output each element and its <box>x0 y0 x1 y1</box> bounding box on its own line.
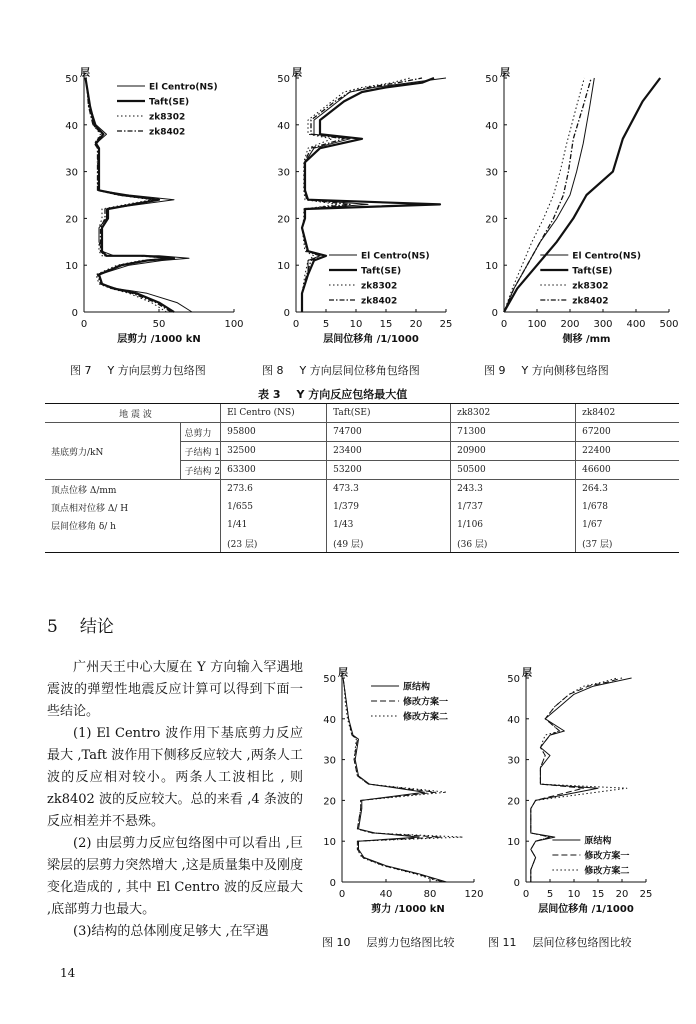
legend-label: 修改方案二 <box>403 712 449 723</box>
x-tick-label: 0 <box>522 889 530 900</box>
page-number: 14 <box>60 966 76 980</box>
section-number: 5 <box>47 617 58 637</box>
y-axis-label: 层 <box>338 668 348 679</box>
figure-9-chart <box>468 64 683 356</box>
table-cell: 50500 <box>451 461 576 480</box>
figure-9-caption <box>484 362 609 378</box>
x-axis-label: 侧移 /mm <box>562 334 611 345</box>
table-cell: 53200 <box>327 461 451 480</box>
y-tick-label: 0 <box>513 878 520 889</box>
table-cell: (49 层) <box>327 534 451 553</box>
x-tick-label: 0 <box>292 319 300 330</box>
table-header-cell: zk8302 <box>451 404 576 423</box>
figure-8-caption <box>262 362 420 378</box>
legend-label: El Centro(NS) <box>572 251 641 262</box>
table-header-cell: zk8402 <box>576 404 679 423</box>
y-axis-label: 层 <box>80 68 90 79</box>
y-tick-label: 0 <box>329 878 336 889</box>
series-line-3 <box>504 78 584 312</box>
series-line-1 <box>504 78 594 312</box>
figure-caption-number: 图 7 <box>70 364 92 377</box>
y-tick-label: 30 <box>507 755 520 767</box>
legend-label: zk8302 <box>149 112 186 123</box>
legend-label: 修改方案二 <box>584 866 630 877</box>
table-cell: 46600 <box>576 461 679 480</box>
y-tick-label: 10 <box>507 837 520 849</box>
figure-7-caption <box>70 362 206 378</box>
y-tick-label: 30 <box>65 167 78 179</box>
x-tick-label: 10 <box>567 889 581 900</box>
table-cell: 74700 <box>327 423 451 442</box>
legend-label: zk8402 <box>149 127 186 138</box>
table-cell: 243.3 <box>451 480 576 499</box>
table-row-label: 顶点相对位移 Δ/ H <box>51 503 129 514</box>
paragraph: (3)结构的总体刚度足够大 ,在罕遇 <box>73 924 269 939</box>
legend-label: El Centro(NS) <box>361 251 430 262</box>
y-tick-label: 40 <box>277 120 290 132</box>
table-cell: 273.6 <box>221 480 327 499</box>
table-header-cell: 地 震 波 <box>45 404 221 423</box>
x-tick-label: 25 <box>639 889 653 900</box>
table-title-text: Y 方向反应包络最大值 <box>296 388 408 401</box>
table-row-label <box>45 534 221 553</box>
x-tick-label: 5 <box>546 889 554 900</box>
x-tick-label: 40 <box>379 889 393 900</box>
paragraph: (1) El Centro 波作用下基底剪力反应最大 ,Taft 波作用下侧移反应较大 ,两条人工波的反应相对较小。两条人工波相比 , 则 zk8402 波的反应较大。总的来看 ,4 条波的反应相差并不悬殊。 <box>47 726 303 829</box>
table-cell: 1/41 <box>221 516 327 534</box>
y-tick-label: 10 <box>277 261 290 273</box>
y-axis-label: 层 <box>292 68 302 79</box>
response-table <box>45 403 679 553</box>
y-tick-label: 40 <box>507 714 520 726</box>
y-tick-label: 50 <box>277 74 290 85</box>
legend-label: El Centro(NS) <box>149 82 218 93</box>
table-cell: 22400 <box>576 442 679 461</box>
series-line-3 <box>302 78 410 312</box>
y-tick-label: 30 <box>277 167 290 179</box>
y-tick-label: 30 <box>485 167 498 179</box>
legend-label: Taft(SE) <box>149 97 190 108</box>
series-line-3 <box>343 678 463 882</box>
table-cell: 32500 <box>221 442 327 461</box>
y-tick-label: 40 <box>65 120 78 132</box>
table-cell: (23 层) <box>221 534 327 553</box>
paragraph: (2) 由层剪力反应包络图中可以看出 ,巨梁层的层剪力突然增大 ,这是质量集中及刚度变化造成的 , 其中 El Centro 波的反应最大 ,底部剪力也最大。 <box>47 836 303 917</box>
x-tick-label: 400 <box>626 319 646 330</box>
y-tick-label: 10 <box>65 261 78 273</box>
y-tick-label: 20 <box>485 214 498 226</box>
figure-7-chart <box>48 64 248 356</box>
y-axis-label: 层 <box>500 68 510 79</box>
x-tick-label: 20 <box>615 889 629 900</box>
y-tick-label: 50 <box>323 674 336 685</box>
table-cell: 71300 <box>451 423 576 442</box>
y-tick-label: 0 <box>491 308 498 319</box>
table-row <box>45 534 679 553</box>
series-line-4 <box>302 78 422 312</box>
x-tick-label: 15 <box>591 889 605 900</box>
legend-label: zk8402 <box>361 296 398 307</box>
figure-caption-number: 图 10 <box>322 936 351 949</box>
table-title-number: 表 3 <box>258 388 281 401</box>
table-cell: 20900 <box>451 442 576 461</box>
figure-caption-number: 图 8 <box>262 364 284 377</box>
table-cell: 1/43 <box>327 516 451 534</box>
table-cell: 473.3 <box>327 480 451 499</box>
y-tick-label: 10 <box>485 261 498 273</box>
table-cell: (36 层) <box>451 534 576 553</box>
y-tick-label: 20 <box>323 796 336 808</box>
table-header-cell: Taft(SE) <box>327 404 451 423</box>
x-tick-label: 10 <box>349 319 363 330</box>
conclusion-text <box>47 657 303 943</box>
table-cell: 1/737 <box>451 498 576 516</box>
figure-11-chart <box>490 664 660 926</box>
legend-label: Taft(SE) <box>361 266 402 277</box>
table-row <box>45 480 679 499</box>
y-axis-label: 层 <box>522 668 532 679</box>
table-cell: 95800 <box>221 423 327 442</box>
table-cell: 264.3 <box>576 480 679 499</box>
x-axis-label: 层剪力 /1000 kN <box>117 334 201 345</box>
y-tick-label: 50 <box>485 74 498 85</box>
x-tick-label: 80 <box>423 889 437 900</box>
x-tick-label: 50 <box>152 319 166 330</box>
section-title: 结论 <box>79 617 114 637</box>
table-cell: 1/655 <box>221 498 327 516</box>
table-row-label: 顶点位移 Δ/mm <box>51 485 117 496</box>
table-row <box>45 498 679 516</box>
figure-caption-text: Y 方向层剪力包络图 <box>107 364 206 377</box>
table-header-cell: El Centro (NS) <box>221 404 327 423</box>
y-tick-label: 50 <box>507 674 520 685</box>
y-tick-label: 0 <box>71 308 78 319</box>
x-tick-label: 0 <box>80 319 88 330</box>
table-row-label: 层间位移角 δ/ h <box>51 521 116 532</box>
y-tick-label: 10 <box>323 837 336 849</box>
x-tick-label: 120 <box>464 889 484 900</box>
legend-label: 原结构 <box>584 836 612 847</box>
y-tick-label: 30 <box>323 755 336 767</box>
figure-10-caption <box>322 934 455 950</box>
y-tick-label: 40 <box>323 714 336 726</box>
x-axis-label: 剪力 /1000 kN <box>371 904 445 915</box>
table-sub-label: 子结构 1 <box>180 442 221 461</box>
table-cell: 63300 <box>221 461 327 480</box>
x-tick-label: 5 <box>322 319 330 330</box>
table-cell: 1/379 <box>327 498 451 516</box>
x-tick-label: 200 <box>560 319 580 330</box>
y-tick-label: 20 <box>65 214 78 226</box>
x-tick-label: 500 <box>659 319 679 330</box>
table-header-row <box>45 404 679 423</box>
legend-label: 修改方案一 <box>403 697 449 708</box>
x-tick-label: 0 <box>500 319 508 330</box>
figure-8-chart <box>260 64 460 356</box>
x-tick-label: 25 <box>439 319 453 330</box>
x-tick-label: 15 <box>379 319 393 330</box>
x-tick-label: 0 <box>338 889 346 900</box>
table-cell: (37 层) <box>576 534 679 553</box>
y-tick-label: 50 <box>65 74 78 85</box>
table-cell: 1/67 <box>576 516 679 534</box>
legend-label: zk8302 <box>572 281 609 292</box>
figure-caption-number: 图 9 <box>484 364 506 377</box>
figure-caption-text: 层间位移包络图比较 <box>532 936 632 949</box>
x-tick-label: 100 <box>224 319 244 330</box>
y-tick-label: 40 <box>485 120 498 132</box>
legend-label: zk8402 <box>572 296 609 307</box>
figure-caption-text: Y 方向层间位移角包络图 <box>299 364 420 377</box>
figure-10-chart <box>306 664 488 926</box>
legend-label: 修改方案一 <box>584 851 630 862</box>
table-row <box>45 516 679 534</box>
legend-label: Taft(SE) <box>572 266 613 277</box>
table-cell: 1/678 <box>576 498 679 516</box>
figure-11-caption <box>488 934 632 950</box>
table-row <box>45 423 679 442</box>
x-tick-label: 20 <box>409 319 423 330</box>
table-title <box>258 386 407 402</box>
paragraph: 广州天王中心大厦在 Y 方向输入罕遇地震波的弹塑性地震反应计算可以得到下面一些结论。 <box>47 660 303 719</box>
series-line-2 <box>504 78 660 312</box>
table-group-label: 基底剪力/kN <box>45 423 180 480</box>
x-axis-label: 层间位移角 /1/1000 <box>538 904 634 915</box>
legend-label: zk8302 <box>361 281 398 292</box>
series-line-1 <box>302 78 446 312</box>
table-sub-label: 总剪力 <box>180 423 221 442</box>
y-tick-label: 0 <box>283 308 290 319</box>
x-tick-label: 100 <box>527 319 547 330</box>
table-cell: 67200 <box>576 423 679 442</box>
y-tick-label: 20 <box>277 214 290 226</box>
table-sub-label: 子结构 2 <box>180 461 221 480</box>
section-heading <box>47 612 114 637</box>
figure-caption-text: 层剪力包络图比较 <box>366 936 455 949</box>
x-axis-label: 层间位移角 /1/1000 <box>323 334 419 345</box>
x-tick-label: 300 <box>593 319 613 330</box>
series-line-2 <box>343 678 443 882</box>
figure-caption-text: Y 方向侧移包络图 <box>521 364 609 377</box>
legend-label: 原结构 <box>403 682 431 693</box>
figure-caption-number: 图 11 <box>488 936 517 949</box>
y-tick-label: 20 <box>507 796 520 808</box>
table-cell: 23400 <box>327 442 451 461</box>
table-cell: 1/106 <box>451 516 576 534</box>
